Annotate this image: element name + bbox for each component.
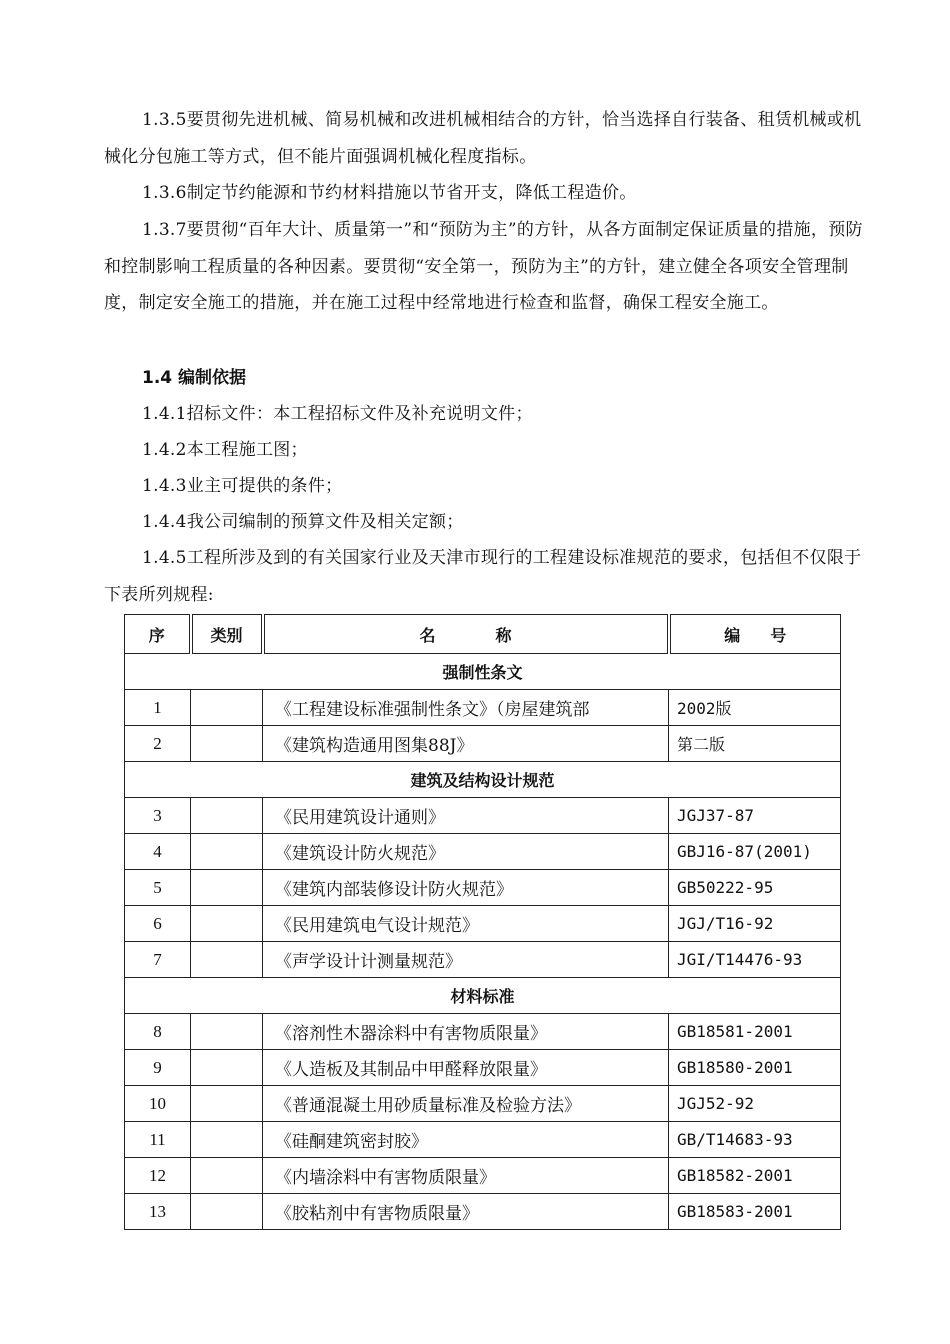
- cell-category: [191, 870, 263, 906]
- item-1-4-5: 1.4.5工程所涉及到的有关国家行业及天津市现行的工程建设标准规范的要求，包括但不仅限于下表所列规程:: [104, 548, 862, 605]
- cell-code: GB50222-95: [669, 870, 841, 906]
- cell-category: [191, 834, 263, 870]
- section-title: 建筑及结构设计规范: [125, 762, 841, 798]
- cell-seq: 10: [125, 1086, 191, 1122]
- item-1-4-4: 1.4.4我公司编制的预算文件及相关定额；: [142, 512, 464, 532]
- cell-code: JGJ/T16-92: [669, 906, 841, 942]
- table-row: [125, 834, 841, 870]
- section-heading: 1.4 编制依据: [142, 368, 247, 388]
- cell-name: 《工程建设标准强制性条文》（房屋建筑部: [263, 690, 669, 726]
- cell-code: GB18582-2001: [669, 1158, 841, 1194]
- section-row: [125, 762, 841, 798]
- cell-name: 《胶粘剂中有害物质限量》: [263, 1194, 669, 1230]
- cell-category: [191, 1086, 263, 1122]
- cell-category: [191, 906, 263, 942]
- cell-name: 《建筑构造通用图集88J》: [263, 726, 669, 762]
- header-code: [669, 615, 841, 654]
- cell-category: [191, 798, 263, 834]
- standards-table: [124, 614, 841, 1230]
- cell-name: 《普通混凝土用砂质量标准及检验方法》: [263, 1086, 669, 1122]
- cell-seq: 13: [125, 1194, 191, 1230]
- cell-name: 《人造板及其制品中甲醛释放限量》: [263, 1050, 669, 1086]
- item-1-4-1: 1.4.1招标文件：本工程招标文件及补充说明文件；: [142, 404, 533, 424]
- section-row: [125, 654, 841, 690]
- cell-name: 《建筑设计防火规范》: [263, 834, 669, 870]
- table-row: [125, 906, 841, 942]
- table-row: [125, 690, 841, 726]
- cell-code: GBJ16-87(2001): [669, 834, 841, 870]
- table-row: [125, 726, 841, 762]
- cell-seq: 1: [125, 690, 191, 726]
- cell-code: GB/T14683-93: [669, 1122, 841, 1158]
- table-row: [125, 942, 841, 978]
- cell-code: GB18583-2001: [669, 1194, 841, 1230]
- cell-seq: 6: [125, 906, 191, 942]
- table-row: [125, 1050, 841, 1086]
- cell-code: JGI/T14476-93: [669, 942, 841, 978]
- cell-name: 《建筑内部装修设计防火规范》: [263, 870, 669, 906]
- item-1-4-3: 1.4.3业主可提供的条件；: [142, 476, 343, 496]
- cell-seq: 12: [125, 1158, 191, 1194]
- cell-name: 《民用建筑设计通则》: [263, 798, 669, 834]
- cell-code: JGJ37-87: [669, 798, 841, 834]
- paragraph-1-3-7: 1.3.7要贯彻“百年大计、质量第一”和“预防为主”的方针，从各方面制定保证质量的措施，预防和控制影响工程质量的各种因素。要贯彻“安全第一，预防为主”的方针，建立健全各项安全管理制度，制定安全施工的措施，并在施工过程中经常地进行检查和监督，确保工程安全施工。: [104, 220, 863, 313]
- table-row: [125, 1086, 841, 1122]
- cell-seq: 7: [125, 942, 191, 978]
- table-row: [125, 1158, 841, 1194]
- cell-category: [191, 1014, 263, 1050]
- cell-name: 《声学设计计测量规范》: [263, 942, 669, 978]
- cell-code: JGJ52-92: [669, 1086, 841, 1122]
- cell-category: [191, 1158, 263, 1194]
- cell-seq: 9: [125, 1050, 191, 1086]
- header-name: [263, 615, 669, 654]
- cell-category: [191, 1050, 263, 1086]
- header-seq: 序: [125, 615, 191, 654]
- cell-category: [191, 690, 263, 726]
- table-row: [125, 1122, 841, 1158]
- header-code-text: 编号: [724, 625, 817, 645]
- table-row: [125, 1194, 841, 1230]
- table-row: [125, 798, 841, 834]
- section-title: 强制性条文: [125, 654, 841, 690]
- cell-seq: 11: [125, 1122, 191, 1158]
- cell-seq: 8: [125, 1014, 191, 1050]
- section-row: [125, 978, 841, 1014]
- cell-code: 第二版: [669, 726, 841, 762]
- section-title: 材料标准: [125, 978, 841, 1014]
- cell-seq: 3: [125, 798, 191, 834]
- cell-code: 2002版: [669, 690, 841, 726]
- cell-code: GB18581-2001: [669, 1014, 841, 1050]
- cell-code: GB18580-2001: [669, 1050, 841, 1086]
- cell-name: 《硅酮建筑密封胶》: [263, 1122, 669, 1158]
- paragraph-1-3-5: 1.3.5要贯彻先进机械、简易机械和改进机械相结合的方针，恰当选择自行装备、租赁机械或机械化分包施工等方式，但不能片面强调机械化程度指标。: [104, 110, 862, 167]
- table-row: [125, 870, 841, 906]
- header-name-text: 名称: [419, 625, 572, 645]
- table-body: [125, 654, 841, 1230]
- cell-seq: 2: [125, 726, 191, 762]
- cell-name: 《溶剂性木器涂料中有害物质限量》: [263, 1014, 669, 1050]
- cell-category: [191, 1122, 263, 1158]
- table-row: [125, 1014, 841, 1050]
- item-1-4-2: 1.4.2本工程施工图；: [142, 440, 308, 460]
- paragraph-1-3-6: 1.3.6制定节约能源和节约材料措施以节省开支，降低工程造价。: [142, 183, 637, 203]
- cell-seq: 5: [125, 870, 191, 906]
- cell-name: 《内墙涂料中有害物质限量》: [263, 1158, 669, 1194]
- cell-name: 《民用建筑电气设计规范》: [263, 906, 669, 942]
- cell-category: [191, 1194, 263, 1230]
- cell-category: [191, 942, 263, 978]
- cell-category: [191, 726, 263, 762]
- cell-seq: 4: [125, 834, 191, 870]
- table-header-row: [125, 615, 841, 654]
- header-category: 类别: [191, 615, 263, 654]
